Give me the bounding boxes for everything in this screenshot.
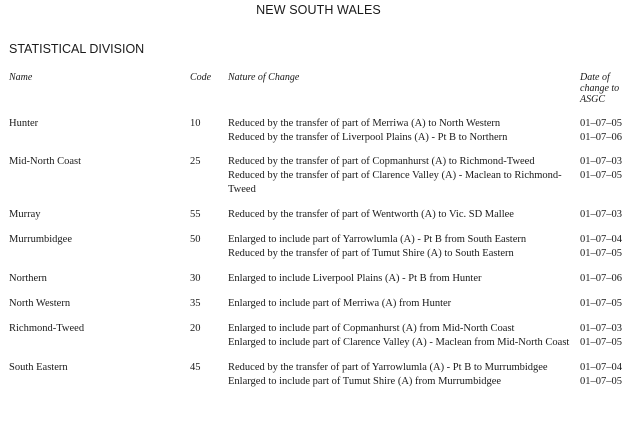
table-row xyxy=(0,208,637,222)
division-code: 50 xyxy=(190,234,201,245)
change-entry xyxy=(228,117,637,131)
section-title: STATISTICAL DIVISION xyxy=(9,42,145,56)
change-entry xyxy=(228,131,637,145)
change-date: 01–07–05 xyxy=(580,248,622,259)
division-code: 25 xyxy=(190,156,201,167)
division-name: Murrumbidgee xyxy=(9,234,72,245)
change-date: 01–07–05 xyxy=(580,337,622,348)
table-row xyxy=(0,297,637,311)
change-description: Reduced by the transfer of Liverpool Plains (A) - Pt B to Northern xyxy=(228,132,508,143)
change-entry xyxy=(228,322,637,336)
change-description: Enlarged to include part of Copmanhurst (A) from Mid-North Coast xyxy=(228,323,515,334)
page-title: NEW SOUTH WALES xyxy=(256,3,381,17)
change-date: 01–07–05 xyxy=(580,170,622,181)
change-entry xyxy=(228,361,637,375)
change-entry xyxy=(228,297,637,311)
change-description: Enlarged to include part of Merriwa (A) from Hunter xyxy=(228,298,452,309)
change-description: Enlarged to include part of Clarence Valley (A) - Maclean from Mid-North Coast xyxy=(228,337,570,348)
header-code: Code xyxy=(190,72,212,83)
change-entry xyxy=(228,272,637,286)
change-date: 01–07–03 xyxy=(580,209,622,220)
header-name: Name xyxy=(9,72,33,83)
division-name: Richmond-Tweed xyxy=(9,323,85,334)
table-row xyxy=(0,322,637,350)
division-name: Hunter xyxy=(9,118,39,129)
change-description: Reduced by the transfer of part of Yarrowlumla (A) - Pt B to Murrumbidgee xyxy=(228,362,548,373)
change-entry xyxy=(228,375,637,389)
change-description: Enlarged to include part of Tumut Shire (A) from Murrumbidgee xyxy=(228,376,502,387)
division-name: North Western xyxy=(9,298,71,309)
table-row xyxy=(0,117,637,145)
change-description: Reduced by the transfer of part of Tumut Shire (A) to South Eastern xyxy=(228,248,514,259)
change-date: 01–07–06 xyxy=(580,132,622,143)
table-row xyxy=(0,155,637,197)
change-entry xyxy=(228,169,637,197)
change-date: 01–07–05 xyxy=(580,118,622,129)
change-description: Enlarged to include part of Yarrowlumla (A) - Pt B from South Eastern xyxy=(228,234,527,245)
change-date: 01–07–05 xyxy=(580,376,622,387)
division-name: Murray xyxy=(9,209,41,220)
change-description: Enlarged to include Liverpool Plains (A) - Pt B from Hunter xyxy=(228,273,482,284)
change-date: 01–07–04 xyxy=(580,234,622,245)
change-entry xyxy=(228,208,637,222)
division-name: Mid-North Coast xyxy=(9,156,82,167)
division-code: 20 xyxy=(190,323,201,334)
change-description: Reduced by the transfer of part of Clarence Valley (A) - Maclean to Richmond-Tweed xyxy=(228,170,562,195)
change-entry xyxy=(228,155,637,169)
division-code: 55 xyxy=(190,209,201,220)
division-code: 35 xyxy=(190,298,201,309)
table-row xyxy=(0,272,637,286)
change-date: 01–07–03 xyxy=(580,156,622,167)
division-name: South Eastern xyxy=(9,362,68,373)
division-code: 30 xyxy=(190,273,201,284)
change-description: Reduced by the transfer of part of Copmanhurst (A) to Richmond-Tweed xyxy=(228,156,535,167)
change-date: 01–07–05 xyxy=(580,298,622,309)
division-name: Northern xyxy=(9,273,47,284)
change-entry xyxy=(228,233,637,247)
division-code: 10 xyxy=(190,118,201,129)
division-code: 45 xyxy=(190,362,201,373)
change-date: 01–07–04 xyxy=(580,362,622,373)
change-description: Reduced by the transfer of part of Wentworth (A) to Vic. SD Mallee xyxy=(228,209,514,220)
change-entry xyxy=(228,247,637,261)
header-date: Date of change to ASGC xyxy=(580,72,620,105)
change-date: 01–07–03 xyxy=(580,323,622,334)
table-row xyxy=(0,233,637,261)
header-nature: Nature of Change xyxy=(228,72,300,83)
change-entry xyxy=(228,336,637,350)
division-table xyxy=(0,117,637,389)
table-row xyxy=(0,361,637,389)
change-date: 01–07–06 xyxy=(580,273,622,284)
change-description: Reduced by the transfer of part of Merriwa (A) to North Western xyxy=(228,118,501,129)
